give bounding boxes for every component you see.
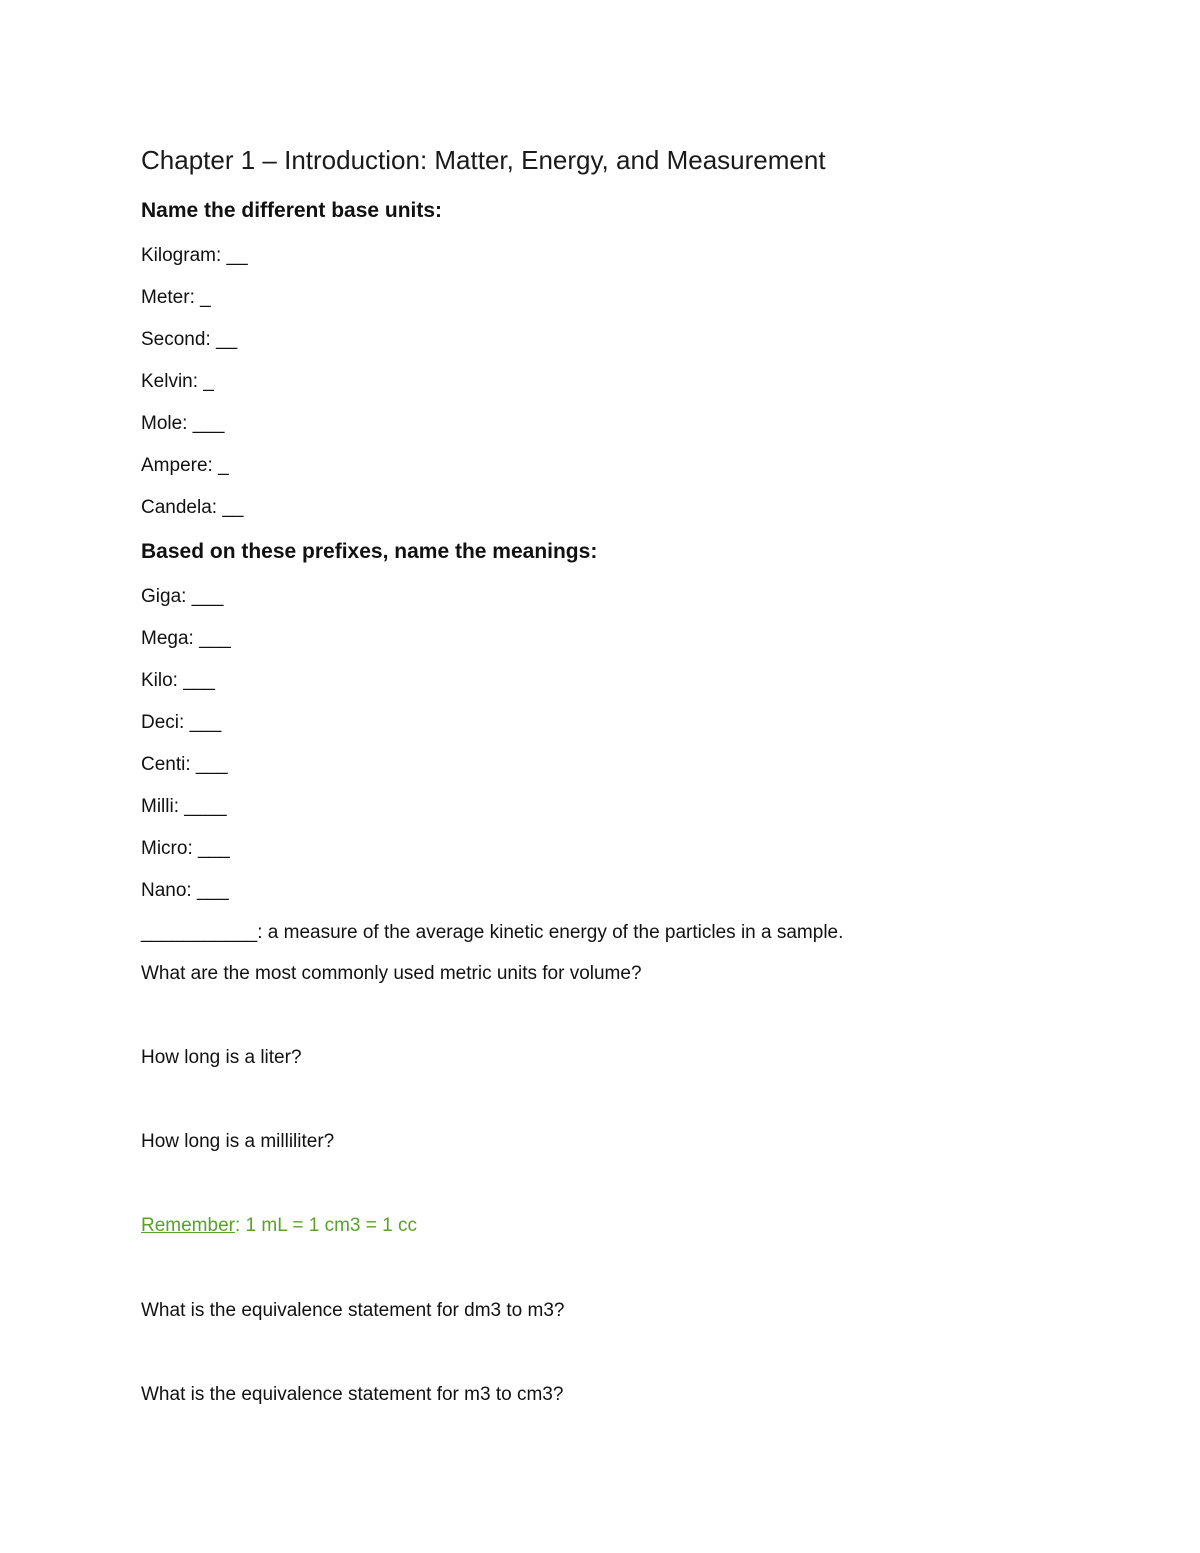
page-title: Chapter 1 – Introduction: Matter, Energy, and Measurement bbox=[141, 145, 826, 175]
definition-fill-in: ___________: a measure of the average kinetic energy of the particles in a sample. bbox=[141, 922, 844, 943]
base-units-heading: Name the different base units: bbox=[141, 199, 443, 222]
prefixes-heading: Based on these prefixes, name the meanings: bbox=[141, 540, 598, 563]
prefix-item: Deci: ___ bbox=[141, 712, 222, 733]
prefix-item: Nano: ___ bbox=[141, 880, 229, 901]
prefix-item: Milli: ____ bbox=[141, 796, 227, 817]
base-unit-item: Mole: ___ bbox=[141, 413, 225, 434]
question-m3-to-cm3: What is the equivalence statement for m3 to cm3? bbox=[141, 1384, 564, 1405]
prefix-item: Giga: ___ bbox=[141, 586, 224, 607]
base-unit-item: Second: __ bbox=[141, 329, 238, 350]
prefix-item: Mega: ___ bbox=[141, 628, 231, 649]
question-dm3-to-m3: What is the equivalence statement for dm3 to m3? bbox=[141, 1300, 565, 1321]
question-liter: How long is a liter? bbox=[141, 1047, 302, 1068]
prefix-item: Micro: ___ bbox=[141, 838, 230, 859]
remember-label: Remember bbox=[141, 1215, 235, 1236]
base-unit-item: Meter: _ bbox=[141, 287, 211, 308]
base-unit-item: Kelvin: _ bbox=[141, 371, 214, 392]
base-unit-item: Kilogram: __ bbox=[141, 245, 248, 266]
remember-text: : 1 mL = 1 cm3 = 1 cc bbox=[234, 1215, 417, 1236]
remember-note bbox=[141, 1214, 417, 1238]
question-milliliter: How long is a milliliter? bbox=[141, 1131, 335, 1152]
prefix-item: Centi: ___ bbox=[141, 754, 228, 775]
base-unit-item: Ampere: _ bbox=[141, 455, 229, 476]
base-unit-item: Candela: __ bbox=[141, 497, 244, 518]
question-volume-units: What are the most commonly used metric units for volume? bbox=[141, 963, 642, 984]
prefix-item: Kilo: ___ bbox=[141, 670, 215, 691]
